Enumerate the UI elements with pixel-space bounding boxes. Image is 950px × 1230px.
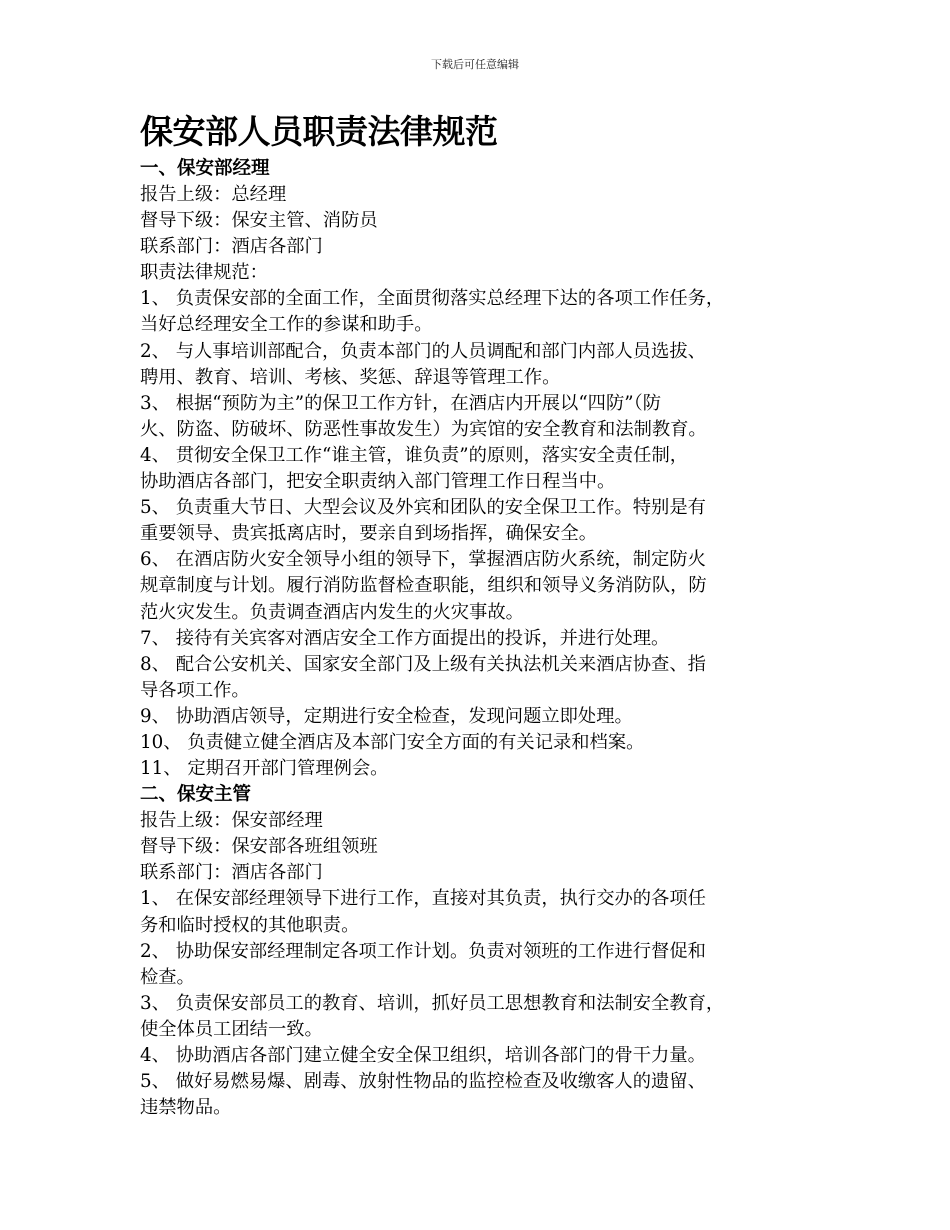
section-heading: 二、保安主管 xyxy=(140,784,252,806)
duty-item xyxy=(140,939,840,991)
duty-line: 4、 贯彻安全保卫工作“谁主管，谁负责”的原则，落实安全责任制， xyxy=(140,444,689,466)
duty-item xyxy=(140,1069,840,1121)
duty-line: 聘用、教育、培训、考核、奖惩、辞退等管理工作。 xyxy=(140,366,561,388)
duty-item xyxy=(140,443,840,495)
duty-line: 火、防盗、防破坏、防恶性事故发生）为宾馆的安全教育和法制教育。 xyxy=(140,418,707,440)
duty-line: 3、 负责保安部员工的教育、培训，抓好员工思想教育和法制安全教育， xyxy=(140,992,725,1014)
duty-item xyxy=(140,704,840,730)
section-supervisor xyxy=(140,782,840,1121)
duty-line: 检查。 xyxy=(140,966,195,988)
duty-item xyxy=(140,286,840,338)
duty-line: 10、 负责健立健全酒店及本部门安全方面的有关记录和档案。 xyxy=(140,731,645,753)
duty-line: 7、 接待有关宾客对酒店安全工作方面提出的投诉，并进行处理。 xyxy=(140,627,670,649)
duty-item xyxy=(140,886,840,938)
document-title: 保安部人员职责法律规范 xyxy=(140,112,498,151)
duty-line: 3、 根据“预防为主”的保卫工作方针，在酒店内开展以“四防”（防 xyxy=(140,392,661,414)
duty-line: 11、 定期召开部门管理例会。 xyxy=(140,758,389,780)
section-heading: 一、保安部经理 xyxy=(140,158,270,179)
supervise: 督导下级：保安部各班组领班 xyxy=(140,836,378,858)
duty-list xyxy=(140,886,840,1121)
liaison: 联系部门：酒店各部门 xyxy=(140,862,323,884)
duty-line: 规章制度与计划。履行消防监督检查职能，组织和领导义务消防队，防 xyxy=(140,575,707,597)
duty-item xyxy=(140,756,840,782)
section-manager xyxy=(140,156,840,782)
duty-line: 范火灾发生。负责调查酒店内发生的火灾事故。 xyxy=(140,601,524,623)
duty-line: 9、 协助酒店领导，定期进行安全检查，发现问题立即处理。 xyxy=(140,705,633,727)
duty-line: 5、 负责重大节日、大型会议及外宾和团队的安全保卫工作。特别是有 xyxy=(140,497,706,519)
duty-line: 2、 协助保安部经理制定各项工作计划。负责对领班的工作进行督促和 xyxy=(140,940,706,962)
duty-line: 违禁物品。 xyxy=(140,1097,232,1119)
duty-line: 重要领导、贵宾抵离店时，要亲自到场指挥，确保安全。 xyxy=(140,523,598,545)
duty-item xyxy=(140,495,840,547)
supervise: 督导下级：保安主管、消防员 xyxy=(140,210,378,232)
duty-line: 4、 协助酒店各部门建立健全安全保卫组织，培训各部门的骨干力量。 xyxy=(140,1045,706,1066)
document-body xyxy=(140,108,840,1121)
duty-list xyxy=(140,286,840,782)
duty-line: 导各项工作。 xyxy=(140,679,250,701)
duties-label: 职责法律规范： xyxy=(140,262,268,284)
duty-item xyxy=(140,991,840,1043)
duty-item xyxy=(140,626,840,652)
duty-item xyxy=(140,547,840,625)
duty-line: 使全体员工团结一致。 xyxy=(140,1018,323,1040)
duty-line: 协助酒店各部门，把安全职责纳入部门管理工作日程当中。 xyxy=(140,471,616,493)
duty-item xyxy=(140,339,840,391)
duty-item xyxy=(140,391,840,443)
report-to: 报告上级：保安部经理 xyxy=(140,810,323,832)
duty-item xyxy=(140,1043,840,1069)
duty-line: 8、 配合公安机关、国家安全部门及上级有关执法机关来酒店协查、指 xyxy=(140,653,706,675)
liaison: 联系部门：酒店各部门 xyxy=(140,236,323,258)
duty-line: 5、 做好易燃易爆、剧毒、放射性物品的监控检查及收缴客人的遗留、 xyxy=(140,1071,706,1093)
report-to: 报告上级：总经理 xyxy=(140,184,287,205)
duty-line: 6、 在酒店防火安全领导小组的领导下，掌握酒店防火系统，制定防火 xyxy=(140,549,706,571)
header-note: 下载后可任意编辑 xyxy=(431,58,519,71)
duty-line: 1、 在保安部经理领导下进行工作，直接对其负责，执行交办的各项任 xyxy=(140,888,706,910)
duty-line: 2、 与人事培训部配合，负责本部门的人员调配和部门内部人员选拔、 xyxy=(140,340,706,362)
duty-item xyxy=(140,652,840,704)
duty-line: 务和临时授权的其他职责。 xyxy=(140,914,360,936)
duty-line: 1、 负责保安部的全面工作，全面贯彻落实总经理下达的各项工作任务， xyxy=(140,288,725,310)
duty-line: 当好总经理安全工作的参谋和助手。 xyxy=(140,314,433,336)
duty-item xyxy=(140,730,840,756)
